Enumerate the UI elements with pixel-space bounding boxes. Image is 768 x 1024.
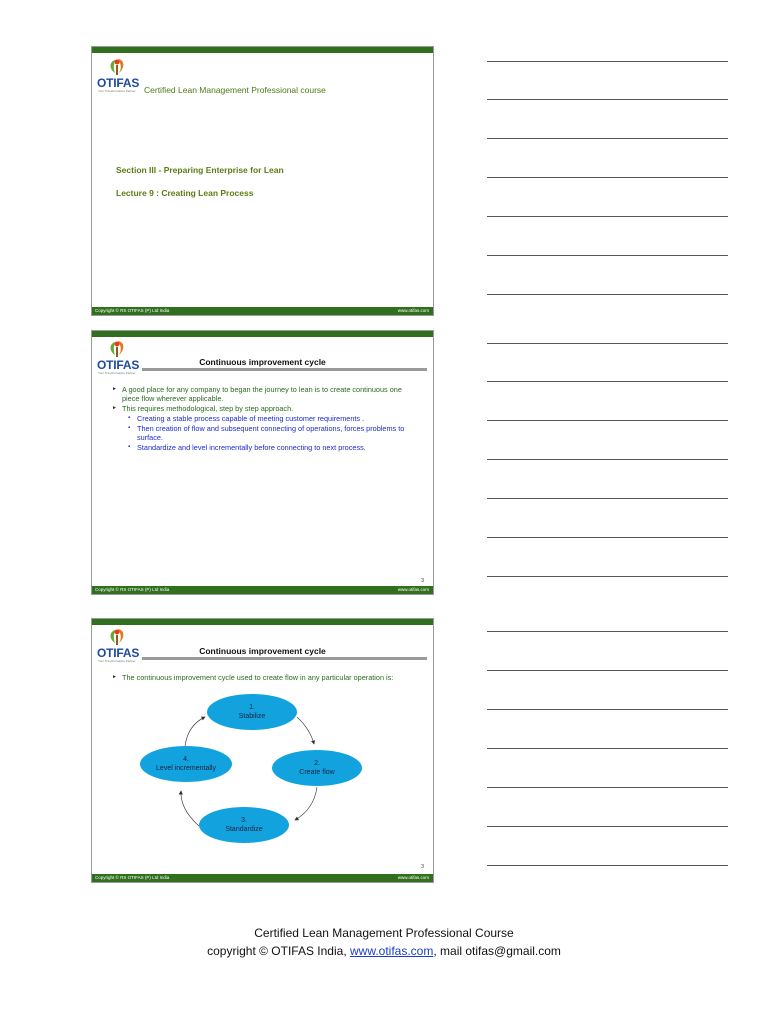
cycle-arrow: [297, 717, 314, 744]
bullet-item: ► The continuous improvement cycle used to create flow in any particular operation is:: [112, 673, 421, 682]
footer-copyright: Copyright © RS OTIFAS (P) Ltd India: [95, 587, 170, 592]
document-caption-title: Certified Lean Management Professional Course: [254, 926, 514, 940]
page-number: 3: [420, 578, 424, 584]
otifas-logo: [95, 57, 143, 91]
note-line: [487, 826, 728, 827]
cycle-node-number: 1.: [249, 704, 255, 711]
note-line: [487, 381, 728, 382]
cycle-arrow: [295, 787, 317, 820]
cycle-arrow: [181, 791, 199, 826]
cycle-node-create-flow: [272, 750, 362, 786]
logo-tagline: Your Transformation Partner: [98, 659, 136, 663]
slide-top-bar: [92, 331, 433, 337]
sub-bullet-item: ▪ Standardize and level incrementally before connecting to next process.: [112, 443, 421, 452]
note-line: [487, 576, 728, 577]
note-line: [487, 631, 728, 632]
copyright-suffix: , mail otifas@gmail.com: [433, 944, 561, 958]
note-line: [487, 865, 728, 866]
note-line: [487, 294, 728, 295]
website-link[interactable]: www.otifas.com: [350, 944, 434, 958]
note-line: [487, 99, 728, 100]
slide-footer: [92, 586, 433, 594]
note-line: [487, 459, 728, 460]
slide-2: [91, 330, 434, 595]
slide-title: Continuous improvement cycle: [199, 646, 326, 656]
slide-footer: [92, 874, 433, 882]
slide-top-bar: [92, 619, 433, 625]
logo-wordmark: OTIFAS: [97, 76, 140, 90]
logo-tagline: Your Transformation Partner: [98, 89, 136, 93]
bullet-list: [112, 673, 421, 683]
footer-website: www.otifas.com: [397, 587, 429, 592]
footer-copyright: Copyright © RS OTIFAS (P) Ltd India: [95, 308, 170, 313]
document-caption-copyright: [0, 944, 768, 958]
note-line: [487, 498, 728, 499]
cycle-node-label: Stabilize: [238, 713, 266, 720]
cycle-node-label: Standardize: [225, 826, 263, 833]
cycle-arrow: [185, 717, 205, 746]
copyright-prefix: copyright © OTIFAS India,: [207, 944, 350, 958]
bullet-item: ► This requires methodological, step by step approach.: [112, 404, 421, 413]
cycle-node-number: 3.: [241, 817, 247, 824]
sub-bullet-item: ▪ Then creation of flow and subsequent connecting of operations, forces problems to surface.: [112, 424, 421, 442]
bullet-item: ► A good place for any company to began the journey to lean is to create continuous one piece flow wherever applicable.: [112, 385, 421, 403]
cycle-node-level-incrementally: [140, 746, 232, 782]
footer-website: www.otifas.com: [397, 308, 429, 313]
section-heading: Section III - Preparing Enterprise for Lean: [116, 165, 284, 175]
cycle-node-label: Level incrementally: [156, 765, 216, 772]
slide-title: Continuous improvement cycle: [199, 357, 326, 367]
note-line: [487, 61, 728, 62]
note-line: [487, 537, 728, 538]
slide-3: [91, 618, 434, 883]
course-title: Certified Lean Management Professional course: [144, 85, 326, 95]
title-rule: [142, 368, 427, 371]
cycle-node-stabilize: [207, 694, 297, 730]
lecture-heading: Lecture 9 : Creating Lean Process: [116, 188, 254, 198]
cycle-node-standardize: [199, 807, 289, 843]
page-number: 3: [420, 864, 424, 870]
note-line: [487, 787, 728, 788]
footer-copyright: Copyright © RS OTIFAS (P) Ltd India: [95, 875, 170, 880]
otifas-logo: [95, 339, 143, 373]
slide-1: [91, 46, 434, 316]
footer-website: www.otifas.com: [397, 875, 429, 880]
cycle-node-label: Create flow: [299, 769, 335, 776]
note-line: [487, 420, 728, 421]
note-line: [487, 177, 728, 178]
title-rule: [142, 657, 427, 660]
note-line: [487, 343, 728, 344]
cycle-node-number: 2.: [314, 760, 320, 767]
logo-tagline: Your Transformation Partner: [98, 371, 136, 375]
note-line: [487, 709, 728, 710]
note-line: [487, 255, 728, 256]
logo-wordmark: OTIFAS: [97, 646, 140, 660]
logo-wordmark: OTIFAS: [97, 358, 140, 372]
sub-bullet-item: ▪ Creating a stable process capable of meeting customer requirements .: [112, 414, 421, 423]
slide-footer: [92, 307, 433, 315]
slide-top-bar: [92, 47, 433, 53]
note-line: [487, 138, 728, 139]
note-line: [487, 670, 728, 671]
note-line: [487, 216, 728, 217]
improvement-cycle-diagram: [92, 691, 434, 871]
note-line: [487, 748, 728, 749]
bullet-list: [112, 385, 421, 453]
cycle-node-number: 4.: [183, 756, 189, 763]
